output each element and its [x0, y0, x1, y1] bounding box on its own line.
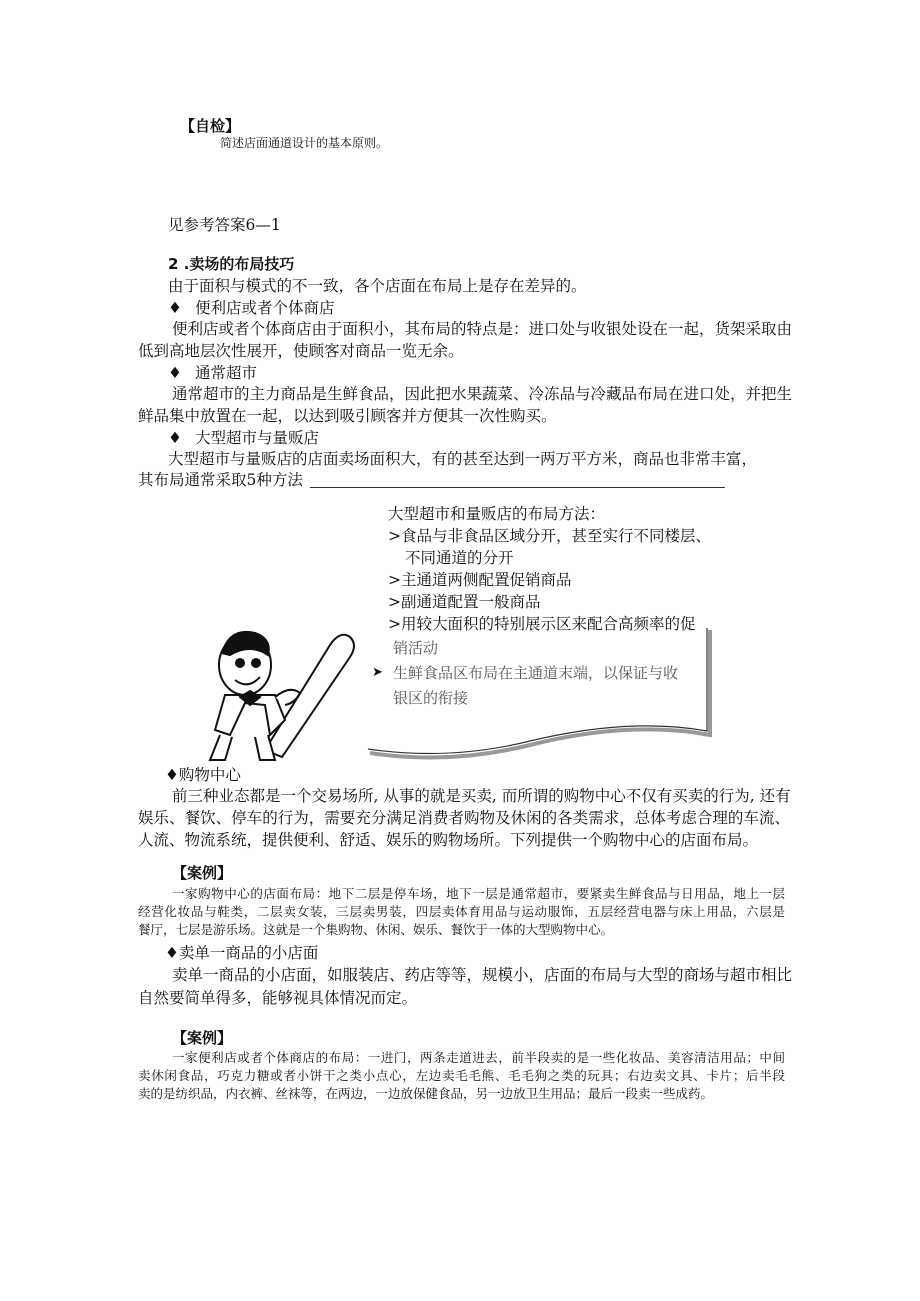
convenience-title: 便利店或者个体商店 — [195, 299, 335, 317]
hypermarket-text: 其布局通常采取5种方法 — [138, 471, 303, 489]
hypermarket-text: 大型超市与量贩店的店面卖场面积大，有的甚至达到一两万平方米，商品也非常丰富， — [168, 450, 758, 468]
answer-reference: 见参考答案6—1 — [168, 216, 281, 234]
self-check-question: 简述店面通道设计的基本原则。 — [220, 136, 389, 150]
case-text: 卖休闲食品，巧克力糖或者小饼干之类小点心，左边卖毛毛熊、毛毛狗之类的玩具；右边卖文具、卡片；后半段 — [138, 1068, 785, 1083]
mall-text: 娱乐、餐饮、停车的行为，需要充分满足消费者购物及休闲的各类需求，总体考虑合理的车流、 — [138, 809, 790, 827]
supermarket-title: 通常超市 — [195, 364, 258, 382]
board-text: 销活动 — [393, 639, 439, 657]
self-check-heading: 【自检】 — [180, 117, 241, 135]
mall-title: ♦购物中心 — [165, 766, 241, 784]
case-text: 一家便利店或者个体商店的布局：一进门，两条走道进去，前半段卖的是一些化妆品、美容清洁用品；中间 — [172, 1050, 785, 1065]
mall-text: 前三种业态都是一个交易场所, 从事的就是买卖, 而所谓的购物中心不仅有买卖的行为, 还有 — [172, 787, 791, 805]
bullet-icon: ♦ — [168, 429, 182, 447]
callout-title: 大型超市和量贩店的布局方法： — [388, 505, 606, 523]
bullet-icon: ♦ — [168, 299, 182, 317]
supermarket-text: 鲜品集中放置在一起，以达到吸引顾客并方便其一次性购买。 — [138, 407, 557, 425]
callout-item: >主通道两侧配置促销商品 — [388, 571, 572, 589]
arrow-bullet-icon: ➤ — [372, 665, 383, 680]
convenience-text: 低到高地层次性展开，使顾客对商品一览无余。 — [138, 342, 464, 360]
supermarket-text: 通常超市的主力商品是生鲜食品，因此把水果蔬菜、冷冻品与冷藏品布局在进口处，并把生 — [172, 385, 793, 403]
callout-item: >副通道配置一般商品 — [388, 593, 541, 611]
bullet-icon: ♦ — [168, 364, 182, 382]
callout-item: >食品与非食品区域分开，甚至实行不同楼层、 — [388, 527, 711, 545]
blank-underline — [310, 487, 725, 488]
case-text: 一家购物中心的店面布局：地下二层是停车场，地下一层是通常超市，要紧卖生鲜食品与日用品，地上一层 — [172, 886, 785, 901]
callout-item: 不同通道的分开 — [405, 549, 514, 567]
callout-item: >用较大面积的特别展示区来配合高频率的促 — [388, 615, 696, 633]
mall-text: 人流、物流系统，提供便利、舒适、娱乐的购物场所。下列提供一个购物中心的店面布局。 — [138, 831, 759, 849]
case-text: 餐厅，七层是游乐场。这就是一个集购物、休闲、娱乐、餐饮于一体的大型购物中心。 — [138, 922, 614, 937]
single-store-title: ♦卖单一商品的小店面 — [165, 944, 319, 962]
board-text: 银区的衔接 — [393, 689, 469, 707]
case-text: 卖的是纺织品，内衣裤、丝袜等，在两边，一边放保健食品，另一边放卫生用品；最后一段卖一些成药。 — [138, 1086, 714, 1101]
single-store-text: 卖单一商品的小店面，如服装店、药店等等，规模小，店面的布局与大型的商场与超市相比 — [172, 966, 793, 984]
case-heading: 【案例】 — [172, 1029, 233, 1047]
case-text: 经营化妆品与鞋类，二层卖女装，三层卖男装，四层卖体育用品与运动服饰，五层经营电器与床上用品，六层是 — [138, 904, 785, 919]
board-text: 生鲜食品区布局在主通道末端，以保证与收 — [393, 664, 679, 682]
single-store-text: 自然要简单得多，能够视具体情况而定。 — [138, 989, 418, 1007]
section-intro: 由于面积与模式的不一致，各个店面在布局上是存在差异的。 — [168, 277, 587, 295]
section-title: 2 .卖场的布局技巧 — [168, 255, 295, 273]
hypermarket-title: 大型超市与量贩店 — [195, 429, 320, 447]
convenience-text: 便利店或者个体商店由于面积小，其布局的特点是：进口处与收银处设在一起，货架采取由 — [172, 320, 793, 338]
case-heading: 【案例】 — [172, 864, 233, 882]
